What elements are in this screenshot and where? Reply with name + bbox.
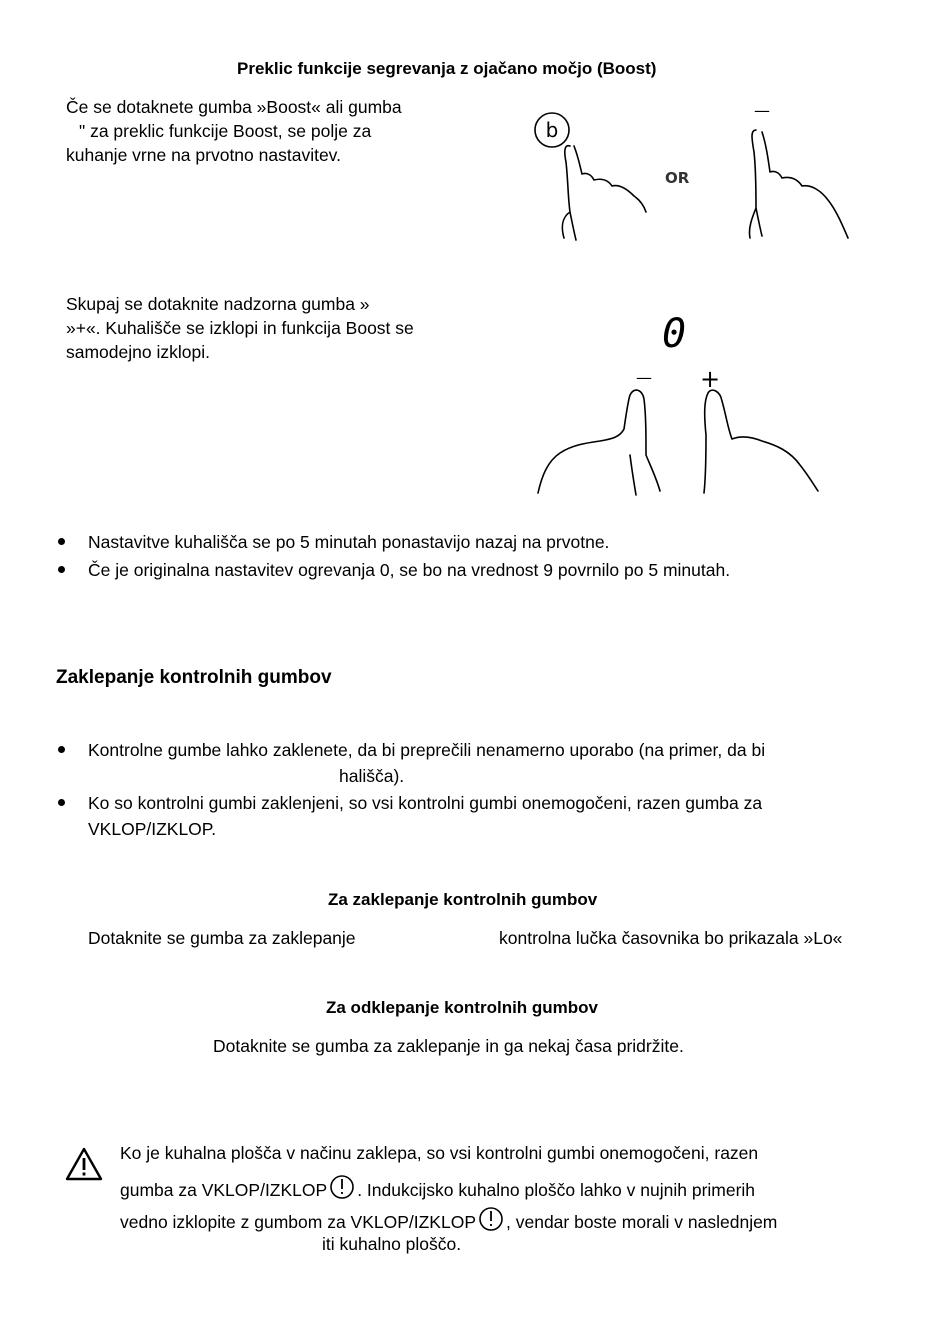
bullet-icon <box>58 746 65 753</box>
list-item-text: Če je originalna nastavitev ogrevanja 0, se bo na vrednost 9 povrnilo po 5 minutah. <box>88 560 731 580</box>
warning-text: , vendar boste morali v naslednjem <box>506 1212 778 1232</box>
warning-line: Ko je kuhalna plošča v načinu zaklepa, so vsi kontrolni gumbi onemogočeni, razen <box>120 1143 759 1163</box>
list-item-text: Nastavitve kuhališča se po 5 minutah ponastavijo nazaj na prvotne. <box>88 532 610 552</box>
lock-instruction-right: kontrolna lučka časovnika bo prikazala »Lo« <box>499 928 843 948</box>
paragraph-line: " za preklic funkcije Boost, se polje za <box>79 121 372 141</box>
paragraph-line: kuhanje vrne na prvotno nastavitev. <box>66 145 341 165</box>
power-icon <box>328 1174 356 1200</box>
boost-off-paragraph <box>66 292 414 364</box>
boost-cancel-title: Preklic funkcije segrevanja z ojačano močjo (Boost) <box>237 59 657 78</box>
minus-label: — <box>754 101 770 120</box>
unlock-instruction: Dotaknite se gumba za zaklepanje in ga nekaj časa pridržite. <box>213 1036 684 1056</box>
unlock-title: Za odklepanje kontrolnih gumbov <box>326 998 599 1017</box>
boost-cancel-paragraph <box>66 95 402 167</box>
or-label: OR <box>665 169 690 187</box>
warning-icon <box>64 1146 104 1182</box>
display-value: 0 <box>661 311 687 357</box>
lock-title: Za zaklepanje kontrolnih gumbov <box>328 890 598 909</box>
list-item-continuation: hališča). <box>339 766 405 786</box>
boost-button-label: b <box>545 118 559 142</box>
power-icon <box>477 1206 505 1232</box>
bullet-icon <box>58 566 65 573</box>
paragraph-line: Če se dotaknete gumba »Boost« ali gumba <box>66 97 402 117</box>
list-item-continuation: VKLOP/IZKLOP. <box>88 819 217 839</box>
hand-icon <box>749 130 848 238</box>
lock-instruction-left: Dotaknite se gumba za zaklepanje <box>88 928 356 948</box>
warning-line <box>120 1174 755 1201</box>
warning-line <box>120 1206 777 1233</box>
warning-text: vedno izklopite z gumbom za VKLOP/IZKLOP <box>120 1212 476 1232</box>
hand-icon <box>704 390 818 493</box>
minus-plus-illustration <box>530 305 830 500</box>
list-item-text: Ko so kontrolni gumbi zaklenjeni, so vsi kontrolni gumbi onemogočeni, razen gumba za <box>88 793 763 813</box>
bullet-icon <box>58 538 65 545</box>
lock-section-heading: Zaklepanje kontrolnih gumbov <box>56 667 332 688</box>
minus-label: — <box>636 368 652 387</box>
warning-text: . Indukcijsko kuhalno ploščo lahko v nujnih primerih <box>357 1180 756 1200</box>
plus-label: + <box>699 365 721 393</box>
paragraph-line: samodejno izklopi. <box>66 342 210 362</box>
paragraph-line: »+«. Kuhališče se izklopi in funkcija Boost se <box>66 318 414 338</box>
warning-text: gumba za VKLOP/IZKLOP <box>120 1180 328 1200</box>
paragraph-line: Skupaj se dotaknite nadzorna gumba » <box>66 294 370 314</box>
list-item-text: Kontrolne gumbe lahko zaklenete, da bi preprečili nenamerno uporabo (na primer, da bi <box>88 740 766 760</box>
bullet-icon <box>58 799 65 806</box>
hand-icon <box>538 390 660 493</box>
warning-line: iti kuhalno ploščo. <box>322 1234 462 1254</box>
hand-icon <box>562 146 646 240</box>
boost-or-minus-illustration <box>530 100 860 250</box>
